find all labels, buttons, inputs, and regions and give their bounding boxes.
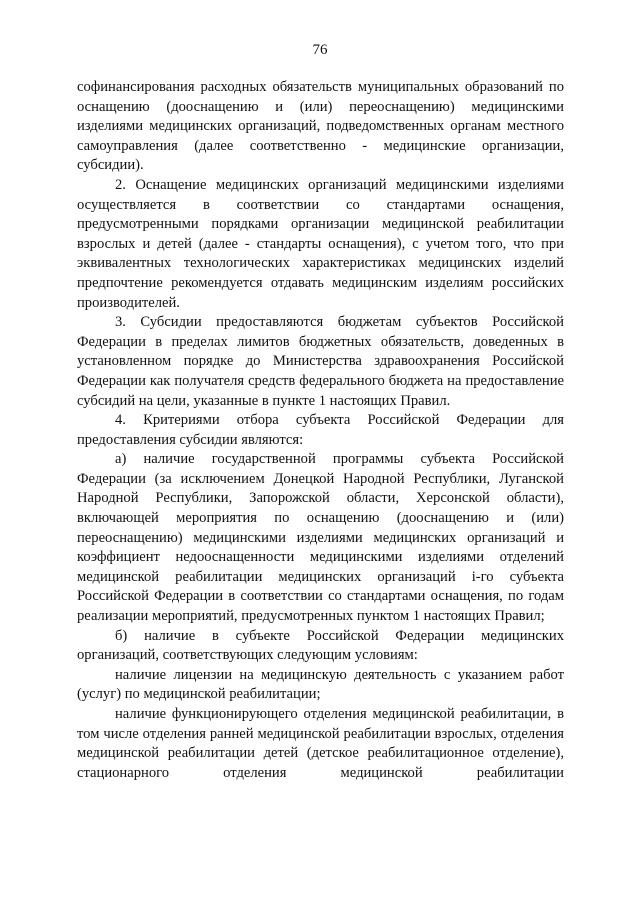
paragraph-subitem-a: а) наличие государственной программы субъекта Российской Федерации (за исключением Донецкой Народной Республики, Луганской Народной Республики, Запорожской области, Херсонской области), включающей мероприятия по оснащению (дооснащению и (или) переоснащению) медицинскими изделиями медицинских организаций и коэффициент недооснащенности медицинскими изделиями отделений медицинской реабилитации медицинских организаций i-го субъекта Российской Федерации в соответствии со стандартами оснащения, по годам реализации мероприятий, предусмотренных пунктом 1 настоящих Правил; bbox=[77, 451, 564, 625]
page-number: 76 bbox=[312, 42, 328, 58]
paragraph-continuation: софинансирования расходных обязательств муниципальных образований по оснащению (дооснащению и (или) переоснащению) медицинскими изделиями медицинских организаций, подведомственных органам местного самоуправления (далее соответственно - медицинские организации, субсидии). bbox=[77, 79, 564, 174]
paragraph-subitem-b: б) наличие в субъекте Российской Федерации медицинских организаций, соответствующих следующим условиям: bbox=[77, 627, 564, 664]
paragraph-item-3: 3. Субсидии предоставляются бюджетам субъектов Российской Федерации в пределах лимитов бюджетных обязательств, доведенных в установленном порядке до Министерства здравоохранения Российской Федерации как получателя средств федерального бюджета на предоставление субсидий на цели, указанные в пункте 1 настоящих Правил. bbox=[77, 314, 564, 409]
paragraph-condition-license: наличие лицензии на медицинскую деятельность с указанием работ (услуг) по медицинской реабилитации; bbox=[77, 666, 564, 703]
paragraph-item-4: 4. Критериями отбора субъекта Российской Федерации для предоставления субсидии являются: bbox=[77, 412, 564, 448]
document-body bbox=[77, 78, 564, 783]
paragraph-item-2: 2. Оснащение медицинских организаций медицинскими изделиями осуществляется в соответствии со стандартами оснащения, предусмотренными порядками организации медицинской реабилитации взрослых и детей (далее - стандарты оснащения), с учетом того, что при эквивалентных технологических характеристиках медицинских изделий предпочтение рекомендуется отдавать медицинским изделиям российских производителей. bbox=[77, 176, 564, 311]
paragraph-condition-department: наличие функционирующего отделения медицинской реабилитации, в том числе отделения ранней медицинской реабилитации взрослых, отделения медицинской реабилитации детей (детское реабилитационное отделение), стационарного отделения медицинской реабилитации bbox=[77, 706, 564, 781]
